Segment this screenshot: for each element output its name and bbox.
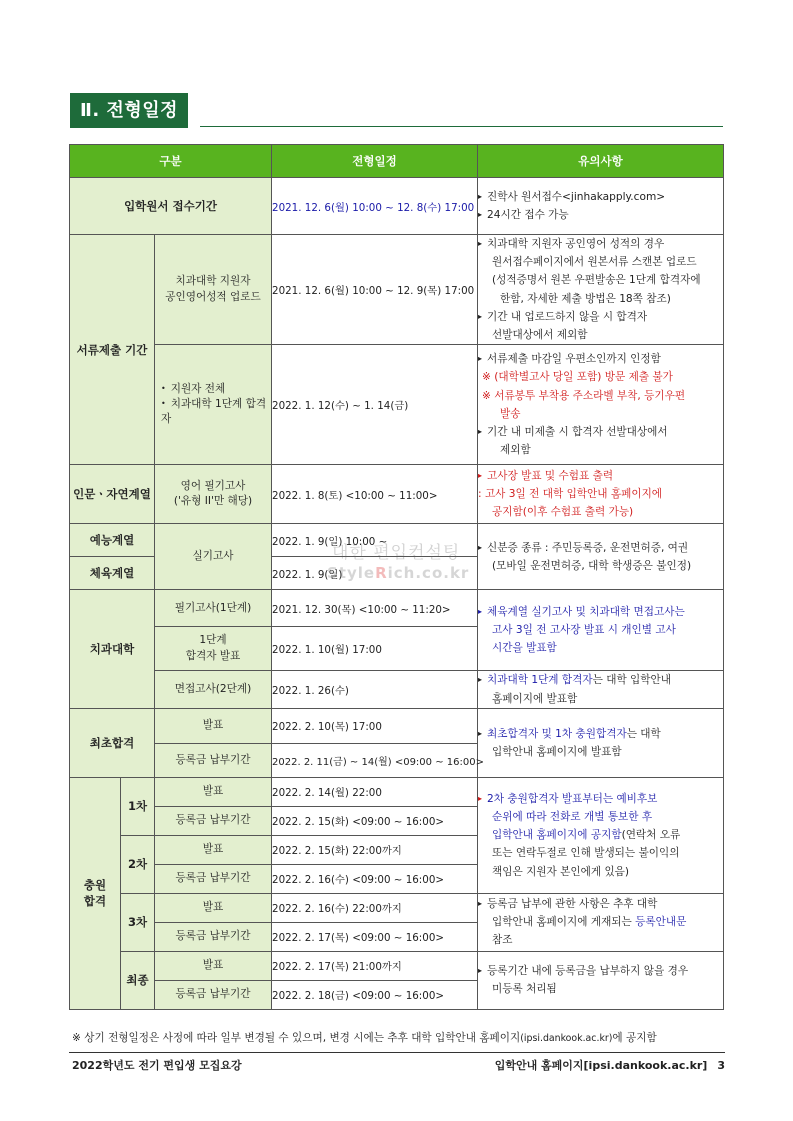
- row-dental-interview-date: 2022. 1. 26(수): [272, 671, 478, 708]
- note-text: (성적증명서 원본 우편발송은 1단계 합격자에: [492, 274, 701, 287]
- section-title: Ⅱ. 전형일정: [70, 93, 188, 128]
- row-humanities-label: 인문ㆍ자연계열: [70, 465, 155, 524]
- extra-label-text: 합격: [83, 894, 107, 909]
- extra-round-final: 최종: [121, 951, 155, 1009]
- note-text: 참조: [492, 934, 513, 947]
- extra-round-2: 2차: [121, 835, 155, 893]
- row-docs-label: 서류제출 기간: [70, 235, 155, 465]
- row-final-pay: 등록금 납부기간: [155, 743, 272, 777]
- row-arts-date: 2022. 1. 9(일) 10:00 ~: [272, 524, 478, 557]
- note-text: (모바일 운전면허증, 대학 학생증은 불인정): [492, 559, 692, 572]
- row-apply-date: 2021. 12. 6(월) 10:00 ~ 12. 8(수) 17:00: [272, 178, 478, 235]
- note-text: 선발대상에서 제외함: [492, 329, 588, 342]
- bullet-icon: ▸: [478, 606, 483, 616]
- row-dental-label: 치과대학: [70, 590, 155, 708]
- note-highlight: 최초합격자 및 1차 충원합격자: [487, 727, 627, 740]
- note-id: [478, 524, 724, 590]
- row-arts-label: 예능계열: [70, 524, 155, 557]
- watermark-text: R: [375, 564, 388, 582]
- extra-r3-pay: 등록금 납부기간: [155, 922, 272, 951]
- header-schedule: 전형일정: [272, 145, 478, 178]
- note-text: 홈페이지에 발표함: [492, 692, 578, 705]
- extra-r1-announce-date: 2022. 2. 14(월) 22:00: [272, 777, 478, 806]
- footnote-text: ※ 상기 전형일정은 사정에 따라 일부 변경될 수 있으며, 변경 시에는 추후 대학 입학안내 홈페이지: [72, 1032, 521, 1044]
- extra-r3-announce-date: 2022. 2. 16(수) 22:00까지: [272, 893, 478, 922]
- note-text: 기간 내 미제출 시 합격자 선발대상에서: [487, 426, 668, 439]
- row-dental-written-date: 2021. 12. 30(목) <10:00 ~ 11:20>: [272, 590, 478, 627]
- bullet-icon: •: [161, 383, 166, 393]
- note-text: 고사장 발표 및 수험표 출력: [487, 469, 614, 482]
- note-dental-upload: [478, 235, 724, 345]
- page-number: 3: [717, 1059, 725, 1072]
- bullet-icon: ▸: [478, 427, 483, 437]
- footer-right: [495, 1057, 725, 1073]
- extra-r2-pay: 등록금 납부기간: [155, 864, 272, 893]
- row-docs-all-label: [155, 345, 272, 465]
- bullet-icon: ▸: [478, 239, 483, 248]
- note-text: 등록기간 내에 등록금을 납부하지 않을 경우: [487, 965, 689, 978]
- note-text: 제외함: [500, 444, 531, 457]
- note-text: 2차 충원합격자 발표부터는 예비후보: [487, 792, 658, 805]
- note-text: 체육계열 실기고사 및 치과대학 면접고사는: [487, 605, 685, 618]
- header-notes: 유의사항: [478, 145, 724, 178]
- extra-r1-announce: 발표: [155, 777, 272, 806]
- row-final-label: 최초합격: [70, 708, 155, 777]
- extra-round-3: 3차: [121, 893, 155, 951]
- extra-r4-pay: 등록금 납부기간: [155, 980, 272, 1009]
- bullet-icon: ▸: [478, 793, 483, 803]
- footer-homepage: 입학안내 홈페이지[ipsi.dankook.ac.kr]: [494, 1059, 708, 1072]
- row-docs-dental-label: [155, 235, 272, 345]
- note-text: 순위에 따라 전화로 개별 통보한 후: [492, 810, 653, 823]
- row-practical-sub: 실기고사: [155, 524, 272, 590]
- note-docs: [478, 345, 724, 465]
- row-humanities-date: 2022. 1. 8(토) <10:00 ~ 11:00>: [272, 465, 478, 524]
- header-category: 구분: [70, 145, 272, 178]
- note-text: 입학안내 홈페이지에 게재되는: [492, 916, 636, 929]
- row-dental-interview: 면접고사(2단계): [155, 671, 272, 708]
- row-apply-label: 입학원서 접수기간: [70, 178, 272, 235]
- extra-r3-pay-date: 2022. 2. 17(목) <09:00 ~ 16:00>: [272, 922, 478, 951]
- note-highlight: 등록안내문: [635, 916, 687, 929]
- sub-text: 공인영어성적 업로드: [165, 290, 261, 303]
- note-text: 또는 연락두절로 인해 발생되는 불이익의: [492, 847, 680, 860]
- note-text: ※ 서류봉투 부착용 주소라벨 부착, 등기우편: [482, 389, 686, 402]
- note-text: ※ (대학별고사 당일 포함) 방문 제출 불가: [482, 371, 673, 384]
- bullet-icon: ▸: [478, 191, 483, 201]
- note-extra: [478, 777, 724, 893]
- row-sports-date: 2022. 1. 9(일): [272, 557, 478, 590]
- extra-r1-pay: 등록금 납부기간: [155, 806, 272, 835]
- watermark: 대한 편입컨설팅: [332, 543, 461, 563]
- note-text: 기간 내 업로드하지 않을 시 합격자: [487, 310, 648, 323]
- row-humanities-sub: [155, 465, 272, 524]
- note-text: 공지함(이후 수험표 출력 가능): [492, 506, 634, 519]
- row-final-pay-date: 2022. 2. 11(금) ~ 14(월) <09:00 ~ 16:00>: [272, 743, 478, 777]
- note-text: 입학안내 홈페이지에 공지함: [492, 829, 622, 842]
- sub-text: 합격자 발표: [185, 649, 241, 662]
- row-dental-pass1: [155, 627, 272, 671]
- note-text: 원서접수페이지에서 원본서류 스캔본 업로드: [492, 256, 697, 269]
- bullet-icon: ▸: [478, 542, 483, 552]
- extra-r4-announce: 발표: [155, 951, 272, 980]
- extra-r4-announce-date: 2022. 2. 17(목) 21:00까지: [272, 951, 478, 980]
- bullet-icon: ▸: [478, 728, 483, 738]
- note-pay: [478, 893, 724, 951]
- title-rule: [200, 126, 723, 127]
- extra-round-1: 1차: [121, 777, 155, 835]
- bullet-icon: ▸: [478, 311, 483, 321]
- note-text: : 고사 3일 전 대학 입학안내 홈페이지에: [478, 488, 663, 501]
- row-final-announce-date: 2022. 2. 10(목) 17:00: [272, 708, 478, 743]
- bullet-icon: ▸: [478, 966, 483, 976]
- bullet-icon: ▸: [478, 354, 483, 364]
- row-docs-all-date: 2022. 1. 12(수) ~ 1. 14(금): [272, 345, 478, 465]
- footer-rule: [69, 1052, 725, 1053]
- note-text: 진학사 원서접수<jinhakapply.com>: [487, 190, 666, 203]
- extra-r3-announce: 발표: [155, 893, 272, 922]
- note-text: 발송: [500, 407, 521, 420]
- row-final-announce: 발표: [155, 708, 272, 743]
- extra-r2-pay-date: 2022. 2. 16(수) <09:00 ~ 16:00>: [272, 864, 478, 893]
- sub-text: 영어 필기고사: [180, 479, 246, 492]
- bullet-icon: ▸: [478, 898, 483, 908]
- bullet-icon: •: [161, 399, 166, 409]
- sub-text: 지원자 전체: [170, 382, 226, 395]
- note-text: 서류제출 마감일 우편소인까지 인정함: [487, 353, 661, 366]
- footer-title: 2022학년도 전기 편입생 모집요강: [72, 1059, 242, 1072]
- note-text: 는 대학 입학안내: [592, 674, 671, 687]
- watermark-text: Style: [327, 564, 376, 582]
- note-apply: [478, 178, 724, 235]
- row-sports-label: 체육계열: [70, 557, 155, 590]
- note-text: 입학안내 홈페이지에 발표함: [492, 745, 622, 758]
- note-sports: [478, 590, 724, 671]
- watermark-url: [327, 564, 469, 582]
- extra-r1-pay-date: 2022. 2. 15(화) <09:00 ~ 16:00>: [272, 806, 478, 835]
- footnote: [72, 1030, 657, 1045]
- sub-text: 치과대학 1단계 합격자: [161, 398, 267, 426]
- note-text: 미등록 처리됨: [492, 983, 557, 996]
- extra-label-text: 충원: [83, 878, 107, 893]
- bullet-icon: ▸: [478, 675, 483, 685]
- note-text: 고사 3일 전 고사장 발표 시 개인별 고사: [492, 624, 676, 637]
- row-dental-pass1-date: 2022. 1. 10(월) 17:00: [272, 627, 478, 671]
- sub-text: 치과대학 지원자: [175, 275, 251, 288]
- watermark-text: ich.co.kr: [387, 564, 470, 582]
- extra-r4-pay-date: 2022. 2. 18(금) <09:00 ~ 16:00>: [272, 980, 478, 1009]
- note-text: 책임은 지원자 본인에게 있음): [492, 865, 630, 878]
- bullet-icon: ▸: [478, 210, 483, 219]
- sub-text: ('유형 II'만 해당): [173, 495, 253, 508]
- row-dental-written: 필기고사(1단계): [155, 590, 272, 627]
- note-text: 치과대학 지원자 공인영어 성적의 경우: [487, 238, 665, 250]
- note-text: 시간을 발표함: [492, 642, 557, 655]
- footnote-text: 에 공지함: [612, 1032, 657, 1044]
- note-reg: [478, 951, 724, 1009]
- note-text: 등록금 납부에 관한 사항은 추후 대학: [487, 897, 658, 910]
- footnote-url: (ipsi.dankook.ac.kr): [520, 1033, 613, 1044]
- note-final: [478, 708, 724, 777]
- note-text: 신분증 종류 : 주민등록증, 운전면허증, 여권: [487, 541, 689, 554]
- extra-r2-announce-date: 2022. 2. 15(화) 22:00까지: [272, 835, 478, 864]
- note-dental-pass: [478, 671, 724, 708]
- note-text: 는 대학: [626, 727, 661, 740]
- sub-text: 1단계: [199, 634, 227, 647]
- bullet-icon: ▸: [478, 470, 483, 480]
- extra-r2-announce: 발표: [155, 835, 272, 864]
- note-text: 24시간 접수 가능: [487, 209, 569, 221]
- note-exam: [478, 465, 724, 524]
- row-extra-label: [70, 777, 121, 1009]
- note-text: 한함, 자세한 제출 방법은 18쪽 참조): [500, 292, 671, 305]
- note-highlight: 치과대학 1단계 합격자: [487, 674, 593, 687]
- row-docs-dental-date: 2021. 12. 6(월) 10:00 ~ 12. 9(목) 17:00: [272, 235, 478, 345]
- note-text: (연락처 오류: [621, 829, 681, 842]
